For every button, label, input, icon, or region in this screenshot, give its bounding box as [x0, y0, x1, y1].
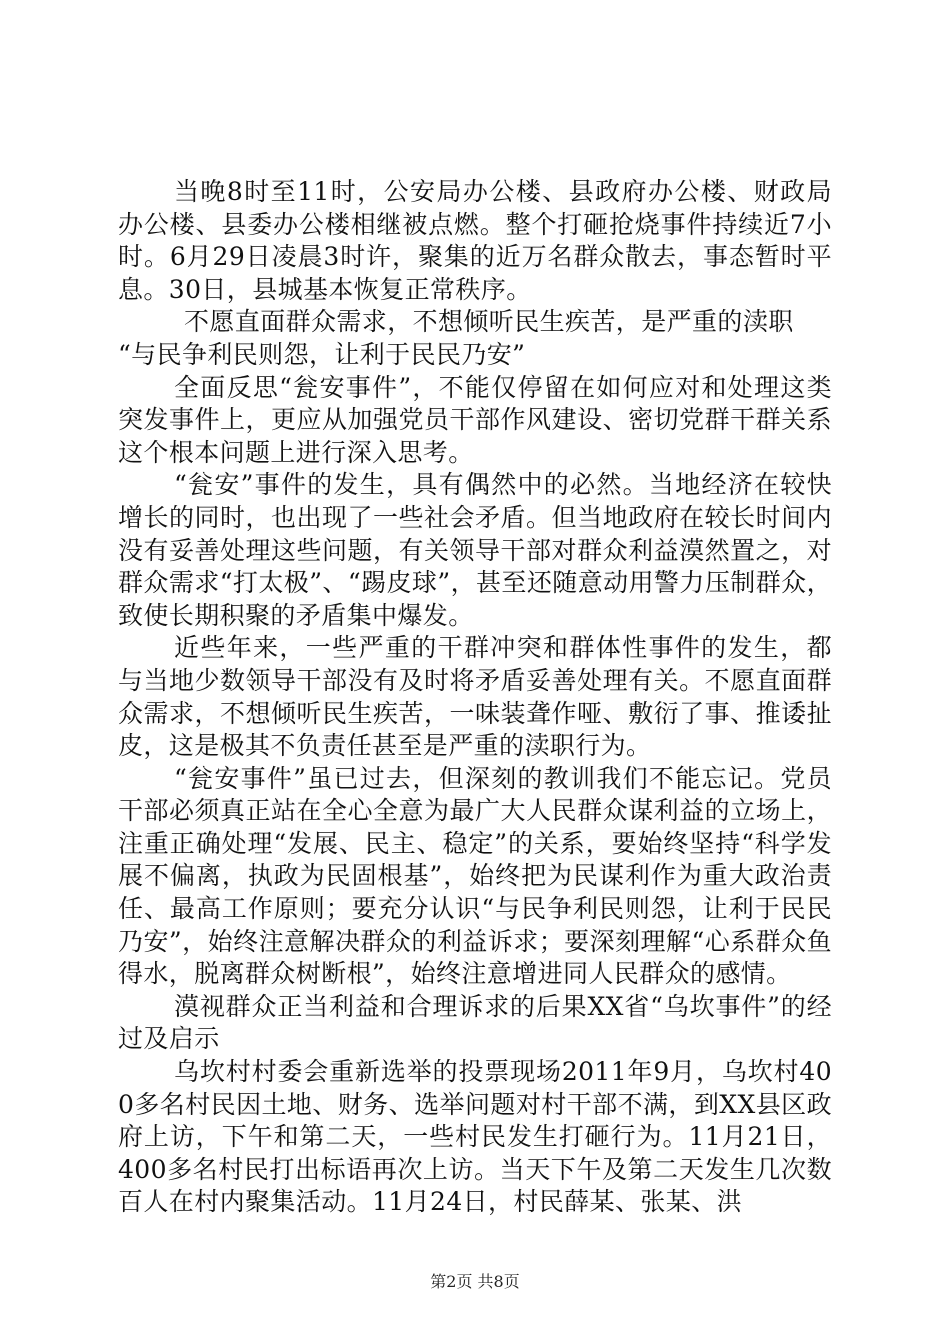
document-body	[118, 176, 832, 1219]
paragraph-1: 当晚8时至11时，公安局办公楼、县政府办公楼、财政局办公楼、县委办公楼相继被点燃。整个打砸抢烧事件持续近7小时。6月29日凌晨3时许，聚集的近万名群众散去，事态暂时平息。30日，县城基本恢复正常秩序。	[118, 177, 832, 304]
paragraph-4: 全面反思“瓮安事件”，不能仅停留在如何应对和处理这类突发事件上，更应从加强党员干部作风建设、密切党群干群关系这个根本问题上进行深入思考。	[118, 372, 832, 467]
paragraph-9: 乌坎村村委会重新选举的投票现场2011年9月，乌坎村400多名村民因土地、财务、选举问题对村干部不满，到XX县区政府上访，下午和第二天，一些村民发生打砸行为。11月21日，400多名村民打出标语再次上访。当天下午及第二天发生几次数百人在村内聚集活动。11月24日，村民薛某、张某、洪	[118, 1057, 832, 1217]
paragraph-2: 不愿直面群众需求，不想倾听民生疾苦，是严重的渎职	[184, 307, 794, 337]
paragraph-7: “瓮安事件”虽已过去，但深刻的教训我们不能忘记。党员干部必须真正站在全心全意为最广大人民群众谋利益的立场上，注重正确处理“发展、民主、稳定”的关系，要始终坚持“科学发展不偏离，执政为民固根基”，始终把为民谋利作为重大政治责任、最高工作原则；要充分认识“与民争利民则怨，让利于民民乃安”，始终注意解决群众的利益诉求；要深刻理解“心系群众鱼得水，脱离群众树断根”，始终注意增进同人民群众的感情。	[118, 763, 832, 989]
paragraph-6: 近些年来，一些严重的干群冲突和群体性事件的发生，都与当地少数领导干部没有及时将矛盾妥善处理有关。不愿直面群众需求，不想倾听民生疾苦，一味装聋作哑、敷衍了事、推诿扯皮，这是极其不负责任甚至是严重的渎职行为。	[118, 633, 832, 761]
paragraph-3-quote-heading: “与民争利民则怨，让利于民民乃安”	[118, 339, 526, 369]
page-number-footer: 第2页 共8页	[430, 1272, 520, 1291]
paragraph-8-section-heading: 漠视群众正当利益和合理诉求的后果XX省“乌坎事件”的经过及启示	[118, 991, 832, 1054]
paragraph-5: “瓮安”事件的发生，具有偶然中的必然。当地经济在较快增长的同时，也出现了一些社会矛盾。但当地政府在较长时间内没有妥善处理这些问题，有关领导干部对群众利益漠然置之，对群众需求“打太极”、“踢皮球”，甚至还随意动用警力压制群众，致使长期积聚的矛盾集中爆发。	[118, 470, 832, 630]
